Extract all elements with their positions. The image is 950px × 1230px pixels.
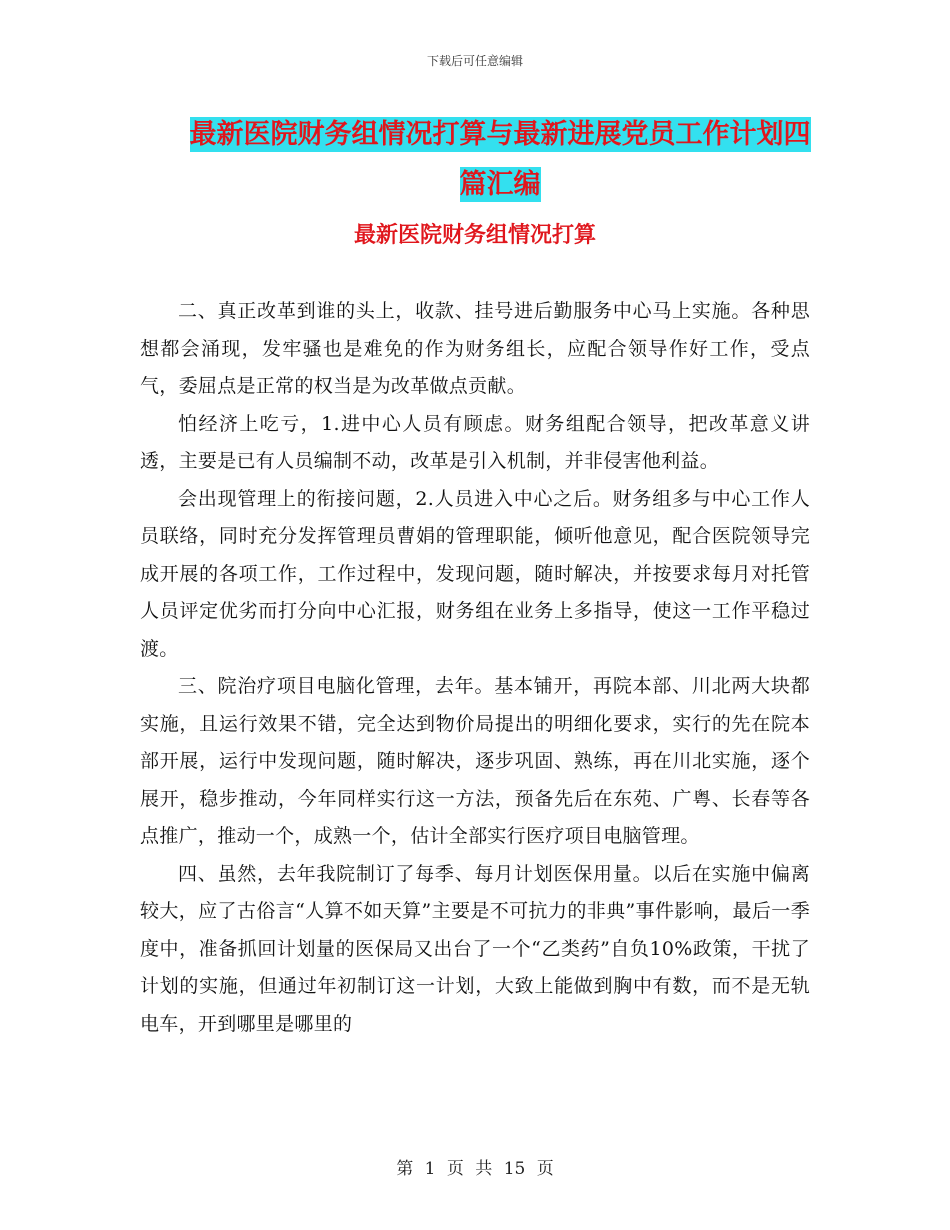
- paragraph: 二、真正改革到谁的头上，收款、挂号进后勤服务中心马上实施。各种思想都会涌现，发牢骚也是难免的作为财务组长，应配合领导作好工作，受点气，委屈点是正常的权当是为改革做点贡献。: [140, 300, 810, 397]
- paragraph: 怕经济上吃亏，1.进中心人员有顾虑。财务组配合领导，把改革意义讲透，主要是已有人员编制不动，改革是引入机制，并非侵害他利益。: [140, 412, 810, 472]
- paragraph: 四、虽然，去年我院制订了每季、每月计划医保用量。以后在实施中偏离较大，应了古俗言“人算不如天算”主要是不可抗力的非典”事件影响，最后一季度中，准备抓回计划量的医保局又出台了一个“乙类药”自负10%政策，干扰了计划的实施，但通过年初制订这一计划，大致上能做到胸中有数，而不是无轨电车，开到哪里是哪里的: [140, 862, 810, 1035]
- paragraph: 会出现管理上的衔接问题，2.人员进入中心之后。财务组多与中心工作人员联络，同时充分发挥管理员曹娟的管理职能，倾听他意见，配合医院领导完成开展的各项工作，工作过程中，发现问题，随时解决，并按要求每月对托管人员评定优劣而打分向中心汇报，财务组在业务上多指导，使这一工作平稳过渡。: [140, 487, 810, 660]
- body-text: [140, 293, 810, 1043]
- document-title-line-2: 篇汇编: [459, 169, 541, 200]
- header-note: 下载后可任意编辑: [426, 54, 523, 68]
- section-title: 最新医院财务组情况打算: [353, 222, 596, 248]
- document-title: [140, 110, 860, 210]
- paragraph: 三、院治疗项目电脑化管理，去年。基本铺开，再院本部、川北两大块都实施，且运行效果不错，完全达到物价局提出的明细化要求，实行的先在院本部开展，运行中发现问题，随时解决，逐步巩固、熟练，再在川北实施，逐个展开，稳步推动，今年同样实行这一方法，预备先后在东苑、广粤、长春等各点推广，推动一个，成熟一个，估计全部实行医疗项目电脑管理。: [140, 675, 810, 847]
- page-footer: 第 1 页 共 15 页: [396, 1159, 554, 1179]
- document-title-line-1: 最新医院财务组情况打算与最新进展党员工作计划四: [189, 119, 811, 150]
